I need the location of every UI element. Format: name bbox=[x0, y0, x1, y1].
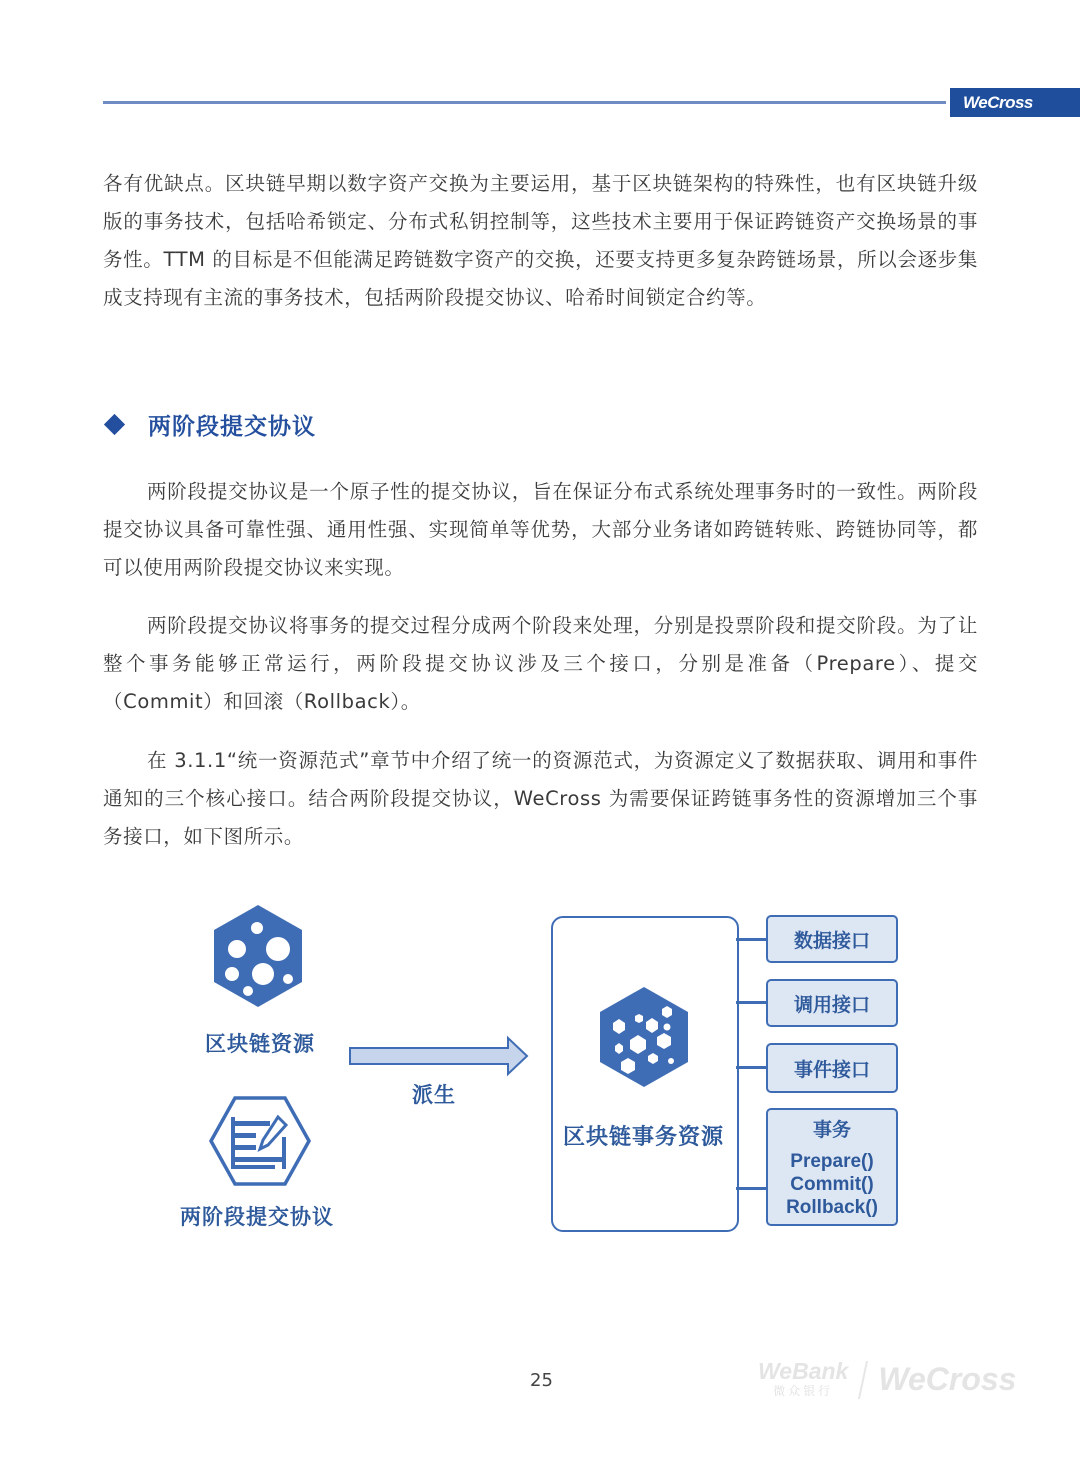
paragraph-2pc-phases: 两阶段提交协议将事务的提交过程分成两个阶段来处理，分别是投票阶段和提交阶段。为了让整个事务能够正常运行，两阶段提交协议涉及三个接口，分别是准备（Prepare）、提交（Commit）和回滚（Rollback）。 bbox=[103, 614, 978, 713]
call-interface-label: 调用接口 bbox=[793, 993, 870, 1016]
section-title: 两阶段提交协议 bbox=[148, 413, 316, 440]
transaction-resource-diagram bbox=[170, 895, 910, 1240]
two-phase-protocol-label: 两阶段提交协议 bbox=[180, 1205, 334, 1229]
paragraph-intro: 各有优缺点。区块链早期以数字资产交换为主要运用，基于区块链架构的特殊性，也有区块链升级版的事务技术，包括哈希锁定、分布式私钥控制等，这些技术主要用于保证跨链资产交换场景的事务性。TTM 的目标是不但能满足跨链数字资产的交换，还要支持更多复杂跨链场景，所以会逐步集成支持现有主流的事务技术，包括两阶段提交协议、哈希时间锁定合约等。 bbox=[103, 172, 978, 309]
blockchain-resource-hex-icon bbox=[210, 903, 306, 1009]
page-number: 25 bbox=[530, 1370, 553, 1391]
header-brand-logo: WeCross bbox=[950, 88, 1080, 117]
diamond-bullet-icon bbox=[104, 413, 125, 434]
connector-line bbox=[736, 938, 766, 941]
blockchain-resource-label: 区块链资源 bbox=[205, 1032, 315, 1056]
event-interface-label: 事件接口 bbox=[793, 1058, 870, 1081]
footer-logos bbox=[758, 1360, 1016, 1399]
header-rule bbox=[103, 101, 946, 104]
logo-divider bbox=[858, 1361, 868, 1399]
data-interface-label: 数据接口 bbox=[793, 929, 870, 952]
webank-logo bbox=[758, 1360, 848, 1399]
transaction-interface-box bbox=[766, 1108, 898, 1226]
commit-function: Commit() bbox=[790, 1174, 874, 1195]
connector-line bbox=[736, 1001, 766, 1004]
paragraph-2pc-definition: 两阶段提交协议是一个原子性的提交协议，旨在保证分布式系统处理事务时的一致性。两阶段提交协议具备可靠性强、通用性强、实现简单等优势，大部分业务诸如跨链转账、跨链协同等，都可以使用两阶段提交协议来实现。 bbox=[103, 480, 978, 579]
event-interface-box bbox=[766, 1043, 898, 1093]
transaction-title: 事务 bbox=[812, 1119, 851, 1141]
connector-line bbox=[736, 1187, 766, 1190]
webank-wordmark: WeBank bbox=[758, 1358, 849, 1384]
two-phase-document-icon bbox=[208, 1095, 312, 1187]
derive-label: 派生 bbox=[412, 1083, 456, 1107]
tx-resource-label: 区块链事务资源 bbox=[563, 1125, 725, 1150]
tx-resource-hex-icon bbox=[597, 985, 691, 1089]
paragraph-resource-interfaces: 在 3.1.1“统一资源范式”章节中介绍了统一的资源范式，为资源定义了数据获取、调用和事件通知的三个核心接口。结合两阶段提交协议，WeCross 为需要保证跨链事务性的资源增加三个事务接口，如下图所示。 bbox=[103, 749, 978, 848]
section-heading bbox=[103, 404, 316, 444]
derive-arrow-icon bbox=[348, 1035, 530, 1077]
call-interface-box bbox=[766, 979, 898, 1027]
webank-chinese-name: 微众银行 bbox=[773, 1384, 834, 1398]
data-interface-box bbox=[766, 915, 898, 963]
prepare-function: Prepare() bbox=[790, 1151, 874, 1172]
connector-line bbox=[736, 1066, 766, 1069]
wecross-footer-logo: WeCross bbox=[878, 1361, 1017, 1397]
rollback-function: Rollback() bbox=[786, 1197, 878, 1218]
